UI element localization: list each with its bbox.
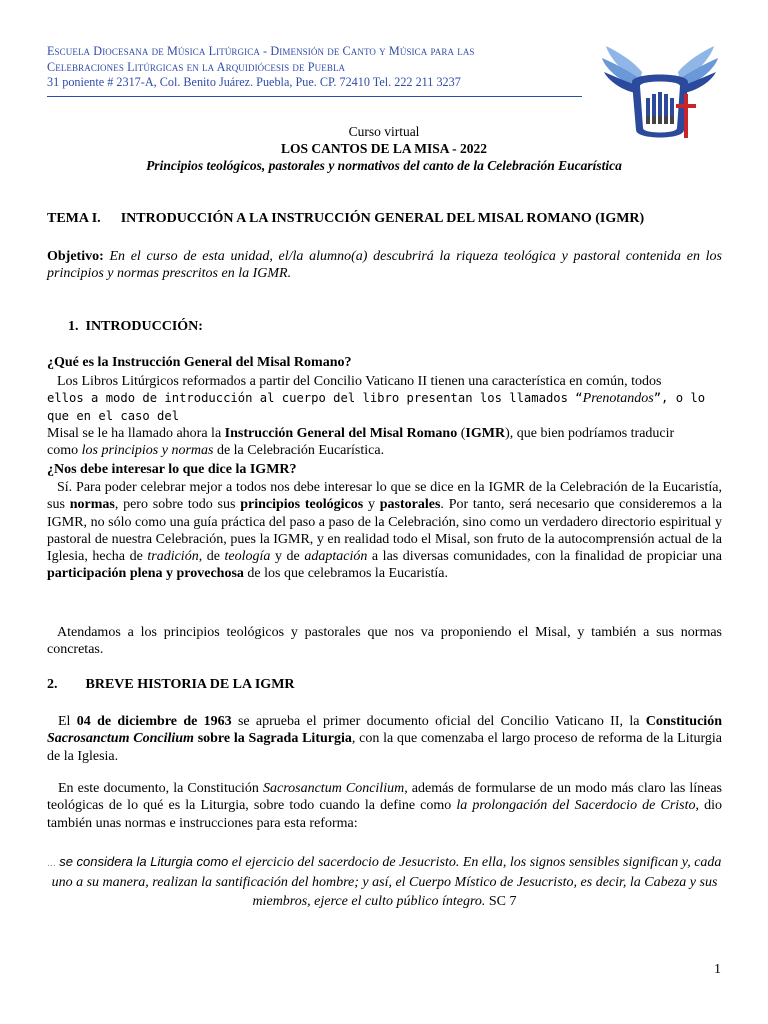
tema-heading bbox=[47, 211, 644, 227]
intro-line-3: Misal se le ha llamado ahora la Instrucción General del Misal Romano (IGMR), que bien podríamos traducir bbox=[47, 425, 675, 441]
school-header bbox=[47, 44, 587, 91]
intro-paragraph-2: Sí. Para poder celebrar mejor a todos nos debe interesar lo que se dice en la IGMR de la Celebración de la Eucaristía, sus normas, pero sobre todo sus principios teológicos y pastorales. Por tanto, será necesario que consideremos a la IGMR, no sólo como una guía práctica del paso a paso de la Celebración, sino como un verdadero directorio espiritual y pastoral de nuestra Celebración, pues la IGMR, y en realidad todo el Misal, son fruto de la autocomprensión actual de la Iglesia, hecha de tradición, de teología y de adaptación a las diversas comunidades, con la finalidad de propiciar una participación plena y provechosa de los que celebramos la Eucaristía. bbox=[47, 480, 722, 582]
tema-title: INTRODUCCIÓN A LA INSTRUCCIÓN GENERAL DEL MISAL ROMANO (IGMR) bbox=[120, 211, 645, 226]
course-title: LOS CANTOS DE LA MISA - 2022 bbox=[280, 141, 488, 156]
section-1-title: INTRODUCCIÓN: bbox=[85, 319, 203, 334]
section-2-number: 2. bbox=[47, 677, 58, 692]
intro-line-4: como los principios y normas de la Celebración Eucarística. bbox=[47, 443, 385, 459]
objetivo-paragraph bbox=[47, 248, 722, 283]
header-line-2: Celebraciones Litúrgicas en la Arquidiócesis de Puebla bbox=[47, 59, 346, 74]
objetivo-label: Objetivo: bbox=[47, 249, 104, 264]
intro-line-2: ellos a modo de introducción al cuerpo del libro presentan los llamados “Prenotandos”, o lo que en el caso del bbox=[47, 391, 706, 423]
page-number: 1 bbox=[714, 962, 721, 977]
intro-line-1: Los Libros Litúrgicos reformados a partir del Concilio Vaticano II tienen una característica en común, todos bbox=[57, 374, 662, 389]
sc7-quote: … se considera la Liturgia como el ejercicio del sacerdocio de Jesucristo. En ella, los signos sensibles significan y, cada uno a su manera, realizan la santificación del hombre; y así, el Cuerpo Místico de Jesucristo, es decir, la Cabeza y sus miembros, ejerce el culto público íntegro. SC 7 bbox=[47, 854, 722, 909]
objetivo-text: En el curso de esta unidad, el/la alumno(a) descubrirá la riqueza teológica y pastoral contenida en los principios y normas prescritos en la IGMR. bbox=[47, 249, 722, 282]
header-address: 31 poniente # 2317-A, Col. Benito Juárez. Puebla, Pue. CP. 72410 Tel. 222 211 3237 bbox=[47, 75, 461, 89]
section-2-title: BREVE HISTORIA DE LA IGMR bbox=[85, 677, 295, 692]
question-2: ¿Nos debe interesar lo que dice la IGMR? bbox=[47, 462, 297, 477]
course-subtitle: Principios teológicos, pastorales y normativos del canto de la Celebración Eucarística bbox=[146, 158, 622, 173]
tema-label: TEMA I. bbox=[47, 211, 101, 226]
header-divider bbox=[47, 96, 582, 97]
section-2-heading bbox=[47, 677, 295, 693]
course-type: Curso virtual bbox=[348, 124, 420, 139]
intro-paragraph-3: Atendamos a los principios teológicos y pastorales que nos va proponiendo el Misal, y también a sus normas concretas. bbox=[47, 625, 722, 658]
section-1-number: 1. bbox=[68, 319, 79, 334]
header-line-1: Escuela Diocesana de Música Litúrgica - Dimensión de Canto y Música para las bbox=[47, 44, 475, 58]
intro-paragraph-1 bbox=[47, 373, 722, 459]
history-paragraph-2: En este documento, la Constitución Sacrosanctum Concilium, además de formularse de un modo más claro las líneas teológicas de lo qué es la Liturgia, sobre todo cuando la define como la prolongación del Sacerdocio de Cristo, dio también unas normas e instrucciones para esta reforma: bbox=[47, 781, 722, 831]
section-1-heading bbox=[68, 319, 203, 335]
question-1: ¿Qué es la Instrucción General del Misal Romano? bbox=[47, 355, 352, 370]
history-paragraph-1: El 04 de diciembre de 1963 se aprueba el primer documento oficial del Concilio Vaticano II, la Constitución Sacrosanctum Concilium sobre la Sagrada Liturgia, con la que comenzaba el largo proceso de reforma de la Liturgia de la Iglesia. bbox=[47, 714, 722, 764]
